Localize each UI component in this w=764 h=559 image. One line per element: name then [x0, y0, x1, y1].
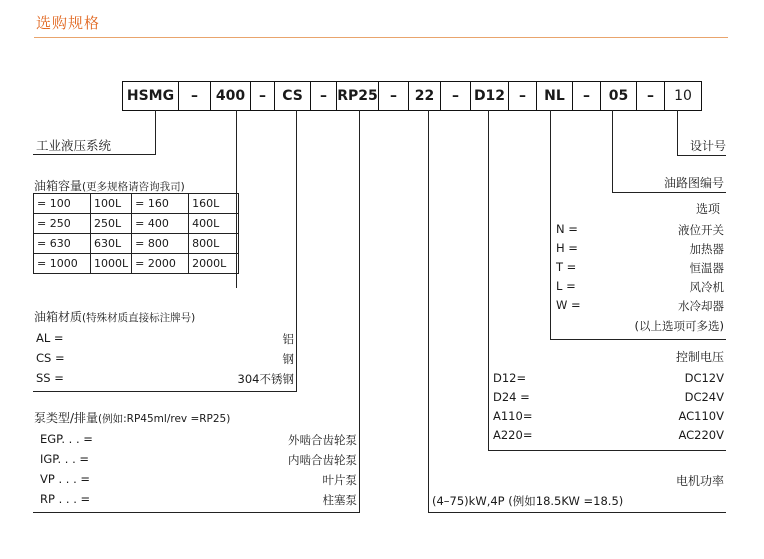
table-cell: = 630 [34, 234, 91, 254]
tank-heading-text: 油箱容量 [34, 179, 83, 193]
connector-voltage [488, 450, 726, 451]
connector-circuit [612, 110, 613, 192]
pump-code: VP . . . = [40, 472, 91, 486]
option-code: H = [556, 241, 578, 255]
model-code-row [122, 81, 702, 111]
material-code: AL = [36, 331, 64, 345]
connector-circuit [612, 192, 726, 193]
pump-heading-note: (例如:RP45ml/rev =RP25) [98, 413, 231, 425]
code-separator: – [637, 82, 665, 110]
option-code: L = [556, 279, 576, 293]
option-name: 水冷却器 [678, 299, 724, 313]
pump-code: EGP. . . = [40, 432, 93, 446]
code-segment-motor: 22 [409, 82, 441, 110]
connector-system [155, 110, 156, 154]
option-name: 风冷机 [689, 280, 724, 294]
code-segment-design: 10 [674, 88, 692, 104]
material-code: SS = [36, 371, 64, 385]
system-label: 工业液压系统 [36, 138, 112, 153]
material-code: CS = [36, 351, 65, 365]
table-cell: 400L [189, 214, 239, 234]
table-cell: = 2000 [132, 254, 189, 274]
code-separator: – [311, 82, 337, 110]
pump-name: 内啮合齿轮泵 [288, 453, 357, 467]
code-segment-voltage: D12 [471, 82, 509, 110]
connector-pump [33, 512, 360, 513]
connector-motor [428, 512, 726, 513]
connector-options [550, 110, 551, 339]
title-divider [34, 37, 728, 38]
pump-code: IGP. . . = [40, 452, 90, 466]
code-separator: – [441, 82, 471, 110]
voltage-code: A220= [493, 428, 533, 442]
motor-heading: 电机功率 [675, 474, 724, 488]
material-heading-note: (特殊材质直接标注牌号) [82, 312, 196, 324]
pump-code: RP . . . = [40, 492, 91, 506]
pump-name: 叶片泵 [322, 473, 357, 487]
design-label: 设计号 [689, 139, 726, 153]
tank-heading [34, 175, 185, 194]
pump-heading [34, 407, 230, 426]
code-separator: – [179, 82, 211, 110]
material-name: 304不锈钢 [237, 372, 294, 386]
voltage-value: AC110V [678, 409, 724, 423]
pump-name: 柱塞泵 [322, 493, 357, 507]
options-note: (以上选项可多选) [634, 319, 724, 333]
table-cell: = 100 [34, 194, 91, 214]
table-row [34, 234, 239, 254]
voltage-code: D24 = [493, 390, 530, 404]
table-cell: 250L [91, 214, 132, 234]
table-cell: 630L [91, 234, 132, 254]
code-separator: – [251, 82, 275, 110]
table-cell: = 400 [132, 214, 189, 234]
tank-capacity-table [33, 193, 239, 274]
option-code: N = [556, 222, 578, 236]
voltage-code: A110= [493, 409, 533, 423]
connector-material [296, 110, 297, 391]
options-heading: 选项 [695, 202, 720, 216]
tank-heading-note: (更多规格请咨询我司) [82, 181, 185, 193]
code-segment-material: CS [275, 82, 311, 110]
voltage-value: AC220V [678, 428, 724, 442]
material-name: 钢 [282, 352, 294, 366]
code-segment-tank: 400 [211, 82, 251, 110]
connector-pump [359, 110, 360, 512]
table-cell: 160L [189, 194, 239, 214]
voltage-value: DC12V [684, 371, 724, 385]
voltage-code: D12= [493, 371, 527, 385]
material-heading [34, 306, 195, 325]
code-segment-pump: RP25 [337, 82, 379, 110]
table-cell: 2000L [189, 254, 239, 274]
table-cell: 1000L [91, 254, 132, 274]
code-segment-options: NL [537, 82, 573, 110]
code-separator: – [379, 82, 409, 110]
table-cell: = 250 [34, 214, 91, 234]
code-segment-series: HSMG [123, 82, 179, 110]
pump-name: 外啮合齿轮泵 [288, 433, 357, 447]
code-separator: – [509, 82, 537, 110]
circuit-label: 油路图编号 [663, 176, 724, 190]
page-title: 选购规格 [36, 14, 101, 32]
code-separator: – [573, 82, 601, 110]
table-row [34, 194, 239, 214]
table-cell: 800L [189, 234, 239, 254]
option-code: W = [556, 298, 581, 312]
material-name: 铝 [282, 332, 294, 346]
pump-heading-text: 泵类型/排量 [34, 411, 99, 425]
material-heading-text: 油箱材质 [34, 310, 83, 324]
option-code: T = [556, 260, 577, 274]
motor-note: (4–75)kW,4P (例如18.5KW =18.5) [432, 494, 624, 508]
table-row [34, 254, 239, 274]
option-name: 液位开关 [678, 223, 724, 237]
connector-material [33, 391, 297, 392]
table-cell: = 160 [132, 194, 189, 214]
option-name: 恒温器 [689, 261, 724, 275]
option-name: 加热器 [689, 242, 724, 256]
table-cell: = 1000 [34, 254, 91, 274]
voltage-value: DC24V [684, 390, 724, 404]
connector-design [677, 155, 726, 156]
code-segment-circuit: 05 [601, 82, 637, 110]
voltage-heading: 控制电压 [675, 350, 724, 364]
table-row [34, 214, 239, 234]
connector-voltage [488, 110, 489, 450]
connector-system [33, 154, 156, 155]
connector-options [550, 339, 726, 340]
table-cell: 100L [91, 194, 132, 214]
table-cell: = 800 [132, 234, 189, 254]
connector-motor [428, 110, 429, 512]
